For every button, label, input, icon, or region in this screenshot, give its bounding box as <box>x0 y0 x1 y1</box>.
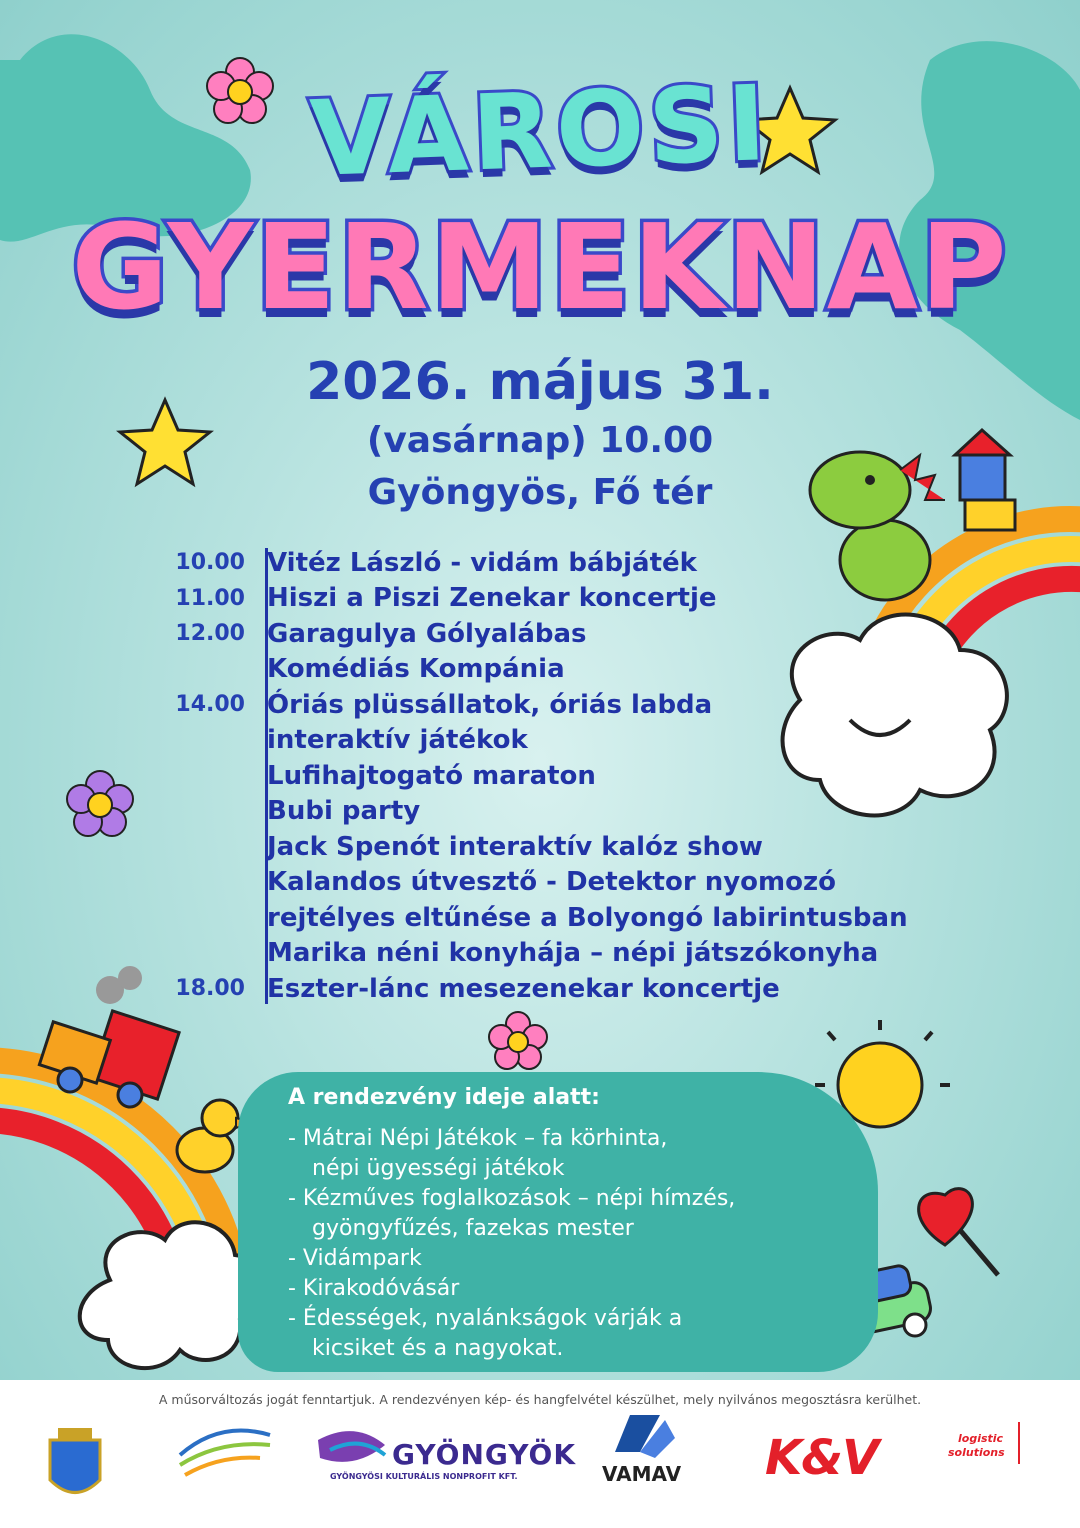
event-day-time: (vasárnap) 10.00 <box>366 420 714 461</box>
info-heading: A rendezvény ideje alatt: <box>288 1085 600 1110</box>
event-date: 2026. május 31. <box>306 352 774 412</box>
info-item: - Édességek, nyalánkságok várják a <box>288 1306 683 1331</box>
info-item: - Vidámpark <box>288 1246 422 1271</box>
title-line-1: VÁROSI <box>307 62 772 200</box>
schedule-event: Vitéz László - vidám bábjáték <box>267 547 697 578</box>
info-item: népi ügyességi játékok <box>312 1156 565 1181</box>
kv-logo-sub2: solutions <box>948 1446 1005 1459</box>
schedule-row <box>150 936 970 972</box>
info-item: kicsiket és a nagyokat. <box>312 1336 564 1361</box>
schedule-event: Komédiás Kompánia <box>267 654 565 685</box>
footer <box>0 1380 1080 1528</box>
schedule-event: Garagulya Gólyalábas <box>267 618 587 649</box>
schedule-row <box>150 652 970 688</box>
schedule-row <box>150 794 970 830</box>
schedule-event: rejtélyes eltűnése a Bolyongó labirintusban <box>267 902 908 933</box>
info-item: gyöngyfűzés, fazekas mester <box>312 1216 634 1241</box>
kv-logo-sub1: logistic <box>958 1432 1004 1445</box>
kv-logo-text: K&V <box>765 1430 879 1486</box>
vamav-logo-icon <box>615 1415 675 1458</box>
schedule-row <box>150 865 970 901</box>
schedule <box>150 545 970 1007</box>
disclaimer: A műsorváltozás jogát fenntartjuk. A rendezvényen kép- és hangfelvétel készülhet, mely nyilvános megosztásra kerülhet. <box>158 1392 922 1407</box>
schedule-row <box>150 687 970 723</box>
title-line-2: GYERMEKNAP <box>71 198 1009 336</box>
schedule-row <box>150 971 970 1007</box>
schedule-row <box>150 616 970 652</box>
schedule-row <box>150 723 970 759</box>
schedule-event: interaktív játékok <box>267 725 528 756</box>
schedule-event: Kalandos útvesztő - Detektor nyomozó <box>267 867 836 898</box>
schedule-time: 10.00 <box>175 550 245 576</box>
schedule-row <box>150 758 970 794</box>
schedule-time: 18.00 <box>175 976 245 1002</box>
gyongyok-logo-sub: GYÖNGYÖSI KULTURÁLIS NONPROFIT KFT. <box>330 1472 518 1481</box>
schedule-event: Óriás plüssállatok, óriás labda <box>267 689 713 720</box>
schedule-event: Marika néni konyhája – népi játszókonyha <box>267 938 879 969</box>
schedule-time: 12.00 <box>175 621 245 647</box>
event-location: Gyöngyös, Fő tér <box>367 472 713 513</box>
info-panel <box>288 1085 735 1364</box>
lollipop-icon <box>919 1189 998 1275</box>
schedule-row <box>150 545 970 581</box>
schedule-row <box>150 581 970 617</box>
coat-of-arms-icon <box>50 1428 100 1493</box>
kv-logo-divider <box>1018 1422 1020 1464</box>
schedule-event: Jack Spenót interaktív kalóz show <box>267 831 763 862</box>
flower-icon <box>67 771 133 836</box>
vamav-logo-text: VAMAV <box>602 1462 682 1486</box>
schedule-row <box>150 829 970 865</box>
schedule-row <box>150 900 970 936</box>
info-item: - Kézműves foglalkozások – népi hímzés, <box>288 1186 736 1211</box>
info-item: - Mátrai Népi Játékok – fa körhinta, <box>288 1126 668 1151</box>
gyongyok-logo-text: GYÖNGYÖK <box>392 1438 577 1471</box>
schedule-event: Hiszi a Piszi Zenekar koncertje <box>267 583 717 614</box>
schedule-event: Eszter-lánc mesezenekar koncertje <box>267 973 780 1004</box>
schedule-event: Lufihajtogató maraton <box>267 760 596 791</box>
schedule-time: 11.00 <box>175 585 245 611</box>
flower-icon <box>489 1012 547 1069</box>
schedule-time: 14.00 <box>175 692 245 718</box>
regional-logo-icon <box>180 1431 270 1476</box>
info-item: - Kirakodóvásár <box>288 1276 460 1301</box>
gyongyok-logo-icon <box>318 1431 385 1462</box>
schedule-event: Bubi party <box>267 796 421 827</box>
